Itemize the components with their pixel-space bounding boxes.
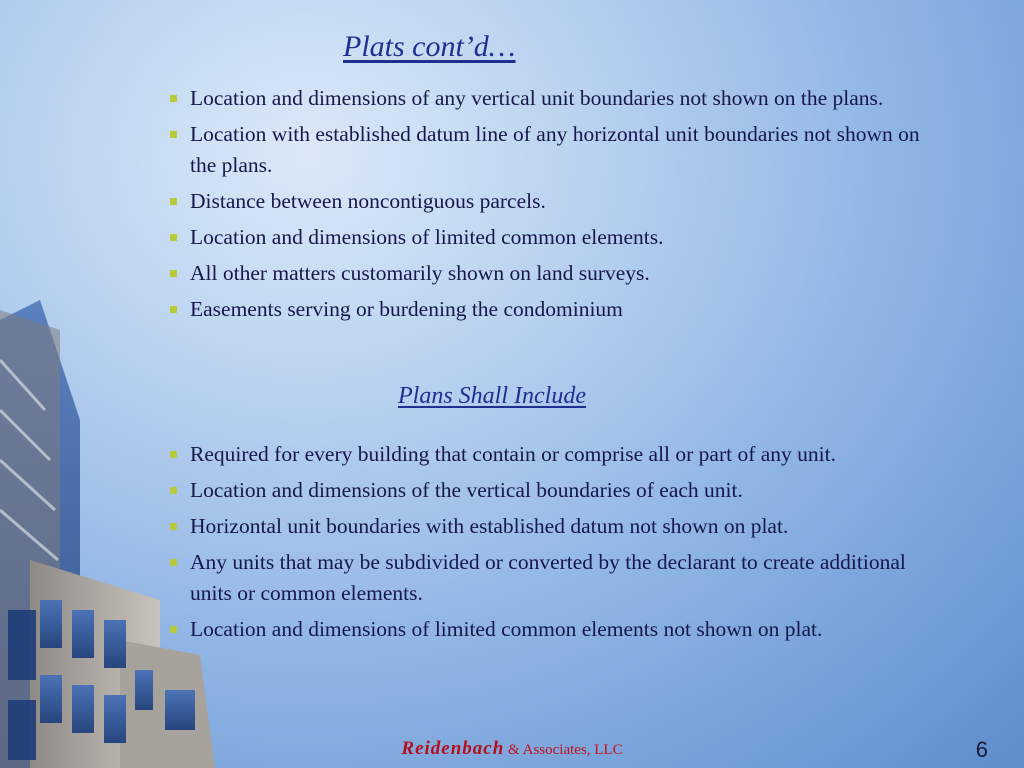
list-item — [170, 83, 950, 114]
bullet-marker-icon — [170, 626, 177, 633]
bullet-marker-icon — [170, 523, 177, 530]
list-item — [170, 614, 950, 645]
bullet-marker-icon — [170, 234, 177, 241]
bullet-text: All other matters customarily shown on land surveys. — [190, 261, 650, 285]
bullet-text: Easements serving or burdening the condominium — [190, 297, 623, 321]
bullet-list-plans — [170, 439, 950, 650]
bullet-marker-icon — [170, 451, 177, 458]
bullet-text: Required for every building that contain or comprise all or part of any unit. — [190, 442, 837, 466]
list-item — [170, 258, 950, 289]
bullet-marker-icon — [170, 306, 177, 313]
company-suffix: & Associates, LLC — [508, 742, 623, 758]
bullet-marker-icon — [170, 131, 177, 138]
slide-title: Plats cont’d… — [343, 30, 516, 63]
list-item — [170, 294, 950, 325]
bullet-text: Location and dimensions of the vertical boundaries of each unit. — [190, 478, 743, 502]
bullet-marker-icon — [170, 95, 177, 102]
bullet-marker-icon — [170, 559, 177, 566]
list-item — [170, 119, 950, 181]
bullet-text: Location with established datum line of any horizontal unit boundaries not shown on the plans. — [190, 122, 920, 177]
bullet-text: Horizontal unit boundaries with established datum not shown on plat. — [190, 514, 789, 538]
bullet-text: Location and dimensions of any vertical unit boundaries not shown on the plans. — [190, 86, 884, 110]
list-item — [170, 547, 950, 609]
bullet-text: Any units that may be subdivided or converted by the declarant to create additional units or common elements. — [190, 550, 906, 605]
bullet-text: Location and dimensions of limited common elements. — [190, 225, 664, 249]
bullet-marker-icon — [170, 487, 177, 494]
section-subheading: Plans Shall Include — [398, 383, 586, 409]
page-number: 6 — [975, 737, 988, 762]
bullet-marker-icon — [170, 270, 177, 277]
list-item — [170, 511, 950, 542]
list-item — [170, 222, 950, 253]
company-logo: Reidenbach — [401, 738, 505, 759]
footer-company — [0, 738, 1024, 760]
list-item — [170, 439, 950, 470]
bullet-marker-icon — [170, 198, 177, 205]
bullet-list-plats — [170, 83, 950, 330]
list-item — [170, 186, 950, 217]
list-item — [170, 475, 950, 506]
bullet-text: Distance between noncontiguous parcels. — [190, 189, 546, 213]
bullet-text: Location and dimensions of limited common elements not shown on plat. — [190, 617, 823, 641]
